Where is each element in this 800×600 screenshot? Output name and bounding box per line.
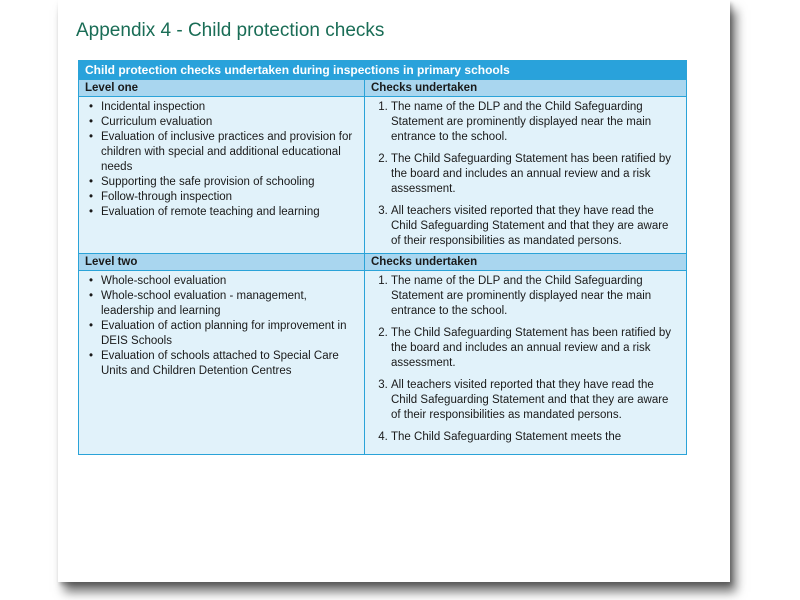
table-caption: Child protection checks undertaken during inspections in primary schools — [79, 61, 687, 80]
inspection-type-list — [85, 100, 358, 220]
level-two-checks-cell — [365, 271, 687, 455]
check-item: 2. The Child Safeguarding Statement has been ratified by the board and includes an annual review and a risk assessment. — [391, 326, 680, 371]
level-one-header: Level one — [79, 80, 365, 97]
list-item: • Evaluation of remote teaching and learning — [101, 205, 358, 220]
list-item: • Supporting the safe provision of schooling — [101, 175, 358, 190]
page-title: Appendix 4 - Child protection checks — [76, 20, 385, 41]
check-item: 4. The Child Safeguarding Statement meets the — [391, 430, 680, 445]
list-item: • Curriculum evaluation — [101, 115, 358, 130]
list-item: • Evaluation of schools attached to Special Care Units and Children Detention Centres — [101, 349, 358, 379]
list-item: • Evaluation of action planning for improvement in DEIS Schools — [101, 319, 358, 349]
check-item: 3. All teachers visited reported that they have read the Child Safeguarding Statement and that they are aware of their responsibilities as mandated persons. — [391, 378, 680, 423]
checks-undertaken-header: Checks undertaken — [365, 80, 687, 97]
page-cutoff — [58, 541, 730, 582]
check-item: 2. The Child Safeguarding Statement has been ratified by the board and includes an annual review and a risk assessment. — [391, 152, 680, 197]
level-one-items-cell — [79, 97, 365, 254]
list-item: • Follow-through inspection — [101, 190, 358, 205]
list-item: • Evaluation of inclusive practices and provision for children with special and additional educational needs — [101, 130, 358, 175]
level-one-checks-cell — [365, 97, 687, 254]
list-item: • Whole-school evaluation - management, leadership and learning — [101, 289, 358, 319]
checks-list — [371, 100, 680, 249]
table-caption-row — [79, 61, 687, 80]
check-item: 1. The name of the DLP and the Child Safeguarding Statement are prominently displayed near the main entrance to the school. — [391, 274, 680, 319]
level-two-items-cell — [79, 271, 365, 455]
section-header-row — [79, 80, 687, 97]
checks-table — [78, 60, 687, 455]
check-item: 1. The name of the DLP and the Child Safeguarding Statement are prominently displayed near the main entrance to the school. — [391, 100, 680, 145]
inspection-type-list — [85, 274, 358, 379]
list-item: • Whole-school evaluation — [101, 274, 358, 289]
document-page — [58, 0, 730, 582]
section-body-row — [79, 271, 687, 455]
checks-undertaken-header: Checks undertaken — [365, 254, 687, 271]
list-item: • Incidental inspection — [101, 100, 358, 115]
section-body-row — [79, 97, 687, 254]
check-item: 3. All teachers visited reported that they have read the Child Safeguarding Statement and that they are aware of their responsibilities as mandated persons. — [391, 204, 680, 249]
level-two-header: Level two — [79, 254, 365, 271]
section-header-row — [79, 254, 687, 271]
checks-list — [371, 274, 680, 445]
